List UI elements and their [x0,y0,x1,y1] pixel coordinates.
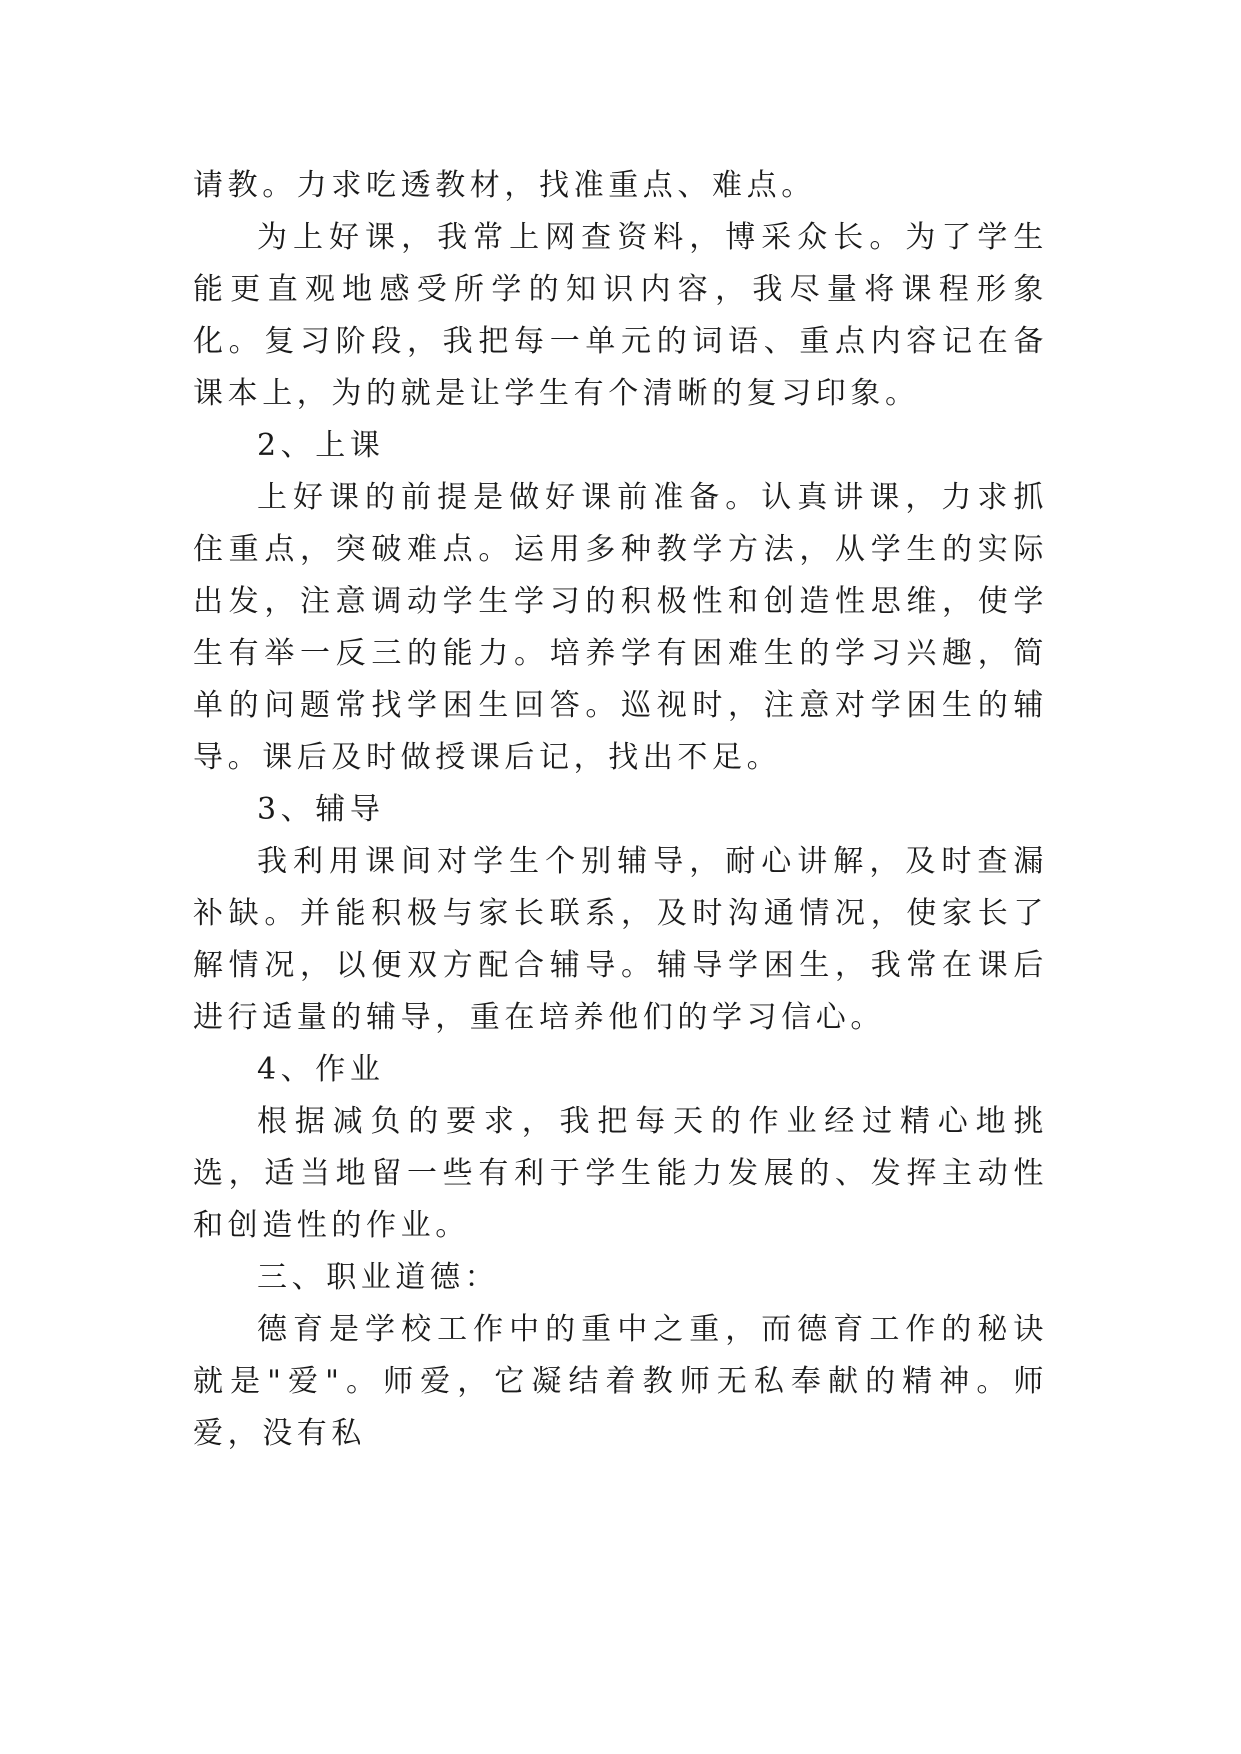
document-page [193,160,1048,1460]
paragraph-tutoring: 我利用课间对学生个别辅导，耐心讲解，及时查漏补缺。并能积极与家长联系，及时沟通情况，使家长了解情况，以便双方配合辅导。辅导学困生，我常在课后进行适量的辅导，重在培养他们的学习信心。 [193,844,1048,1035]
paragraph-lesson-prep: 为上好课，我常上网查资料，博采众长。为了学生能更直观地感受所学的知识内容，我尽量将课程形象化。复习阶段，我把每一单元的词语、重点内容记在备课本上，为的就是让学生有个清晰的复习印象。 [193,220,1048,411]
paragraph-homework: 根据减负的要求，我把每天的作业经过精心地挑选，适当地留一些有利于学生能力发展的、发挥主动性和创造性的作业。 [193,1104,1048,1243]
paragraph-continuation: 请教。力求吃透教材，找准重点、难点。 [193,168,816,203]
paragraph-teaching: 上好课的前提是做好课前准备。认真讲课，力求抓住重点，突破难点。运用多种教学方法，从学生的实际出发，注意调动学生学习的积极性和创造性思维，使学生有举一反三的能力。培养学有困难生的学习兴趣，简单的问题常找学困生回答。巡视时，注意对学困生的辅导。课后及时做授课后记，找出不足。 [193,480,1048,775]
section-heading-ethics: 三、职业道德： [257,1260,500,1295]
paragraph-ethics: 德育是学校工作中的重中之重，而德育工作的秘诀就是"爱"。师爱，它凝结着教师无私奉献的精神。师爱，没有私 [193,1312,1048,1451]
section-heading-tutoring: 3、辅导 [257,792,385,827]
section-heading-homework: 4、作业 [257,1052,385,1087]
section-heading-teaching: 2、上课 [257,428,385,463]
